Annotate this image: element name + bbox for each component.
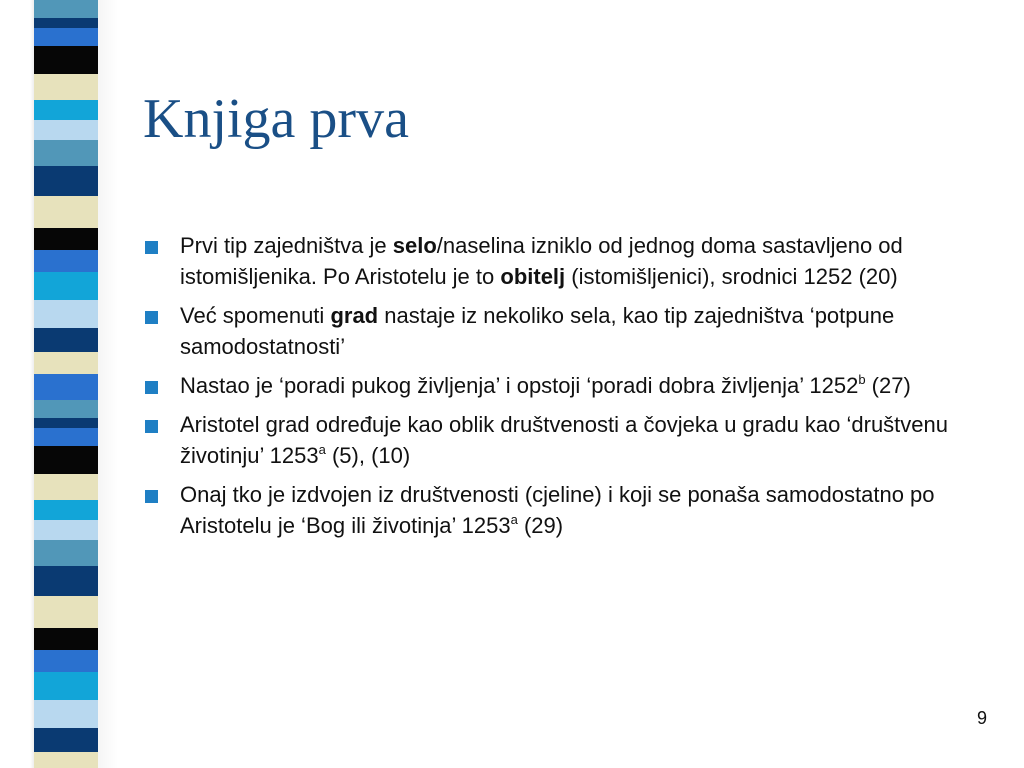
bullet-item (143, 370, 1003, 401)
stripe-bar (34, 650, 98, 672)
stripe-bar (34, 272, 98, 300)
stripe-bar (34, 446, 98, 474)
stripe-bar (34, 596, 98, 628)
bullet-bold-term: selo (392, 233, 437, 258)
square-bullet-icon (145, 420, 158, 433)
bullet-bold-term: obitelj (500, 264, 566, 289)
bullet-text: /naselina izniklo od jednog doma sastavljeno od istomišljenika. Po Aristotelu je to (180, 233, 903, 289)
stripe-bar (34, 700, 98, 728)
square-bullet-icon (145, 241, 158, 254)
stripe-bar (34, 418, 98, 428)
square-bullet-icon (145, 381, 158, 394)
stripe-bars (34, 0, 98, 768)
stripe-bar (34, 0, 98, 18)
bullet-bold-term: grad (330, 303, 379, 328)
stripe-bar (34, 228, 98, 250)
bullet-text: (27) (865, 373, 911, 398)
stripe-bar (34, 566, 98, 596)
slide-title: Knjiga prva (143, 88, 409, 150)
stripe-bar (34, 18, 98, 28)
page-number: 9 (976, 708, 987, 728)
stripe-bar (34, 352, 98, 374)
superscript-letter: b (858, 372, 866, 387)
stripe-bar (34, 374, 98, 400)
bullet-item (143, 300, 1003, 362)
stripe-bar (34, 520, 98, 540)
bullet-item (143, 479, 1003, 541)
bullet-text: Onaj tko je izdvojen iz društvenosti (cjeline) i koji se ponaša samodostatno po Aristotelu je ‘Bog ili životinja’ 1253 (180, 482, 935, 538)
bullet-item (143, 409, 1003, 471)
bullet-text: nastaje iz nekoliko sela, kao tip zajedništva ‘potpune samodostatnosti’ (180, 303, 895, 359)
decorative-stripe (0, 0, 118, 768)
square-bullet-icon (145, 490, 158, 503)
superscript-letter: a (510, 512, 518, 527)
stripe-bar (34, 628, 98, 650)
bullet-item (143, 230, 1003, 292)
bullet-text: (29) (517, 513, 564, 538)
stripe-bar (34, 328, 98, 352)
stripe-bar (34, 196, 98, 228)
bullet-text: Prvi tip zajedništva je (180, 233, 393, 258)
stripe-bar (34, 474, 98, 500)
stripe-bar (34, 540, 98, 566)
stripe-bar (34, 74, 98, 100)
stripe-bar (34, 120, 98, 140)
stripe-bar (34, 672, 98, 700)
stripe-bar (34, 140, 98, 166)
square-bullet-icon (145, 311, 158, 324)
bullet-text: (istomišljenici), srodnici 1252 (20) (565, 264, 898, 289)
bullet-text: (5), (10) (325, 443, 411, 468)
stripe-bar (34, 400, 98, 418)
stripe-bar (34, 300, 98, 328)
superscript-letter: a (318, 442, 326, 457)
bullet-text: Nastao je ‘poradi pukog življenja’ i opstoji ‘poradi dobra življenja’ 1252 (180, 373, 859, 398)
stripe-bar (34, 28, 98, 46)
stripe-bar (34, 100, 98, 120)
stripe-bar (34, 166, 98, 196)
stripe-bar (34, 752, 98, 768)
stripe-bar (34, 46, 98, 74)
stripe-bar (34, 428, 98, 446)
stripe-bar (34, 500, 98, 520)
stripe-bar (34, 250, 98, 272)
bullet-list (143, 230, 1003, 549)
bullet-text: Već spomenuti (180, 303, 331, 328)
stripe-bar (34, 728, 98, 752)
bullet-text: Aristotel grad određuje kao oblik društvenosti a čovjeka u gradu kao ‘društvenu životinju’ 1253 (180, 412, 949, 468)
